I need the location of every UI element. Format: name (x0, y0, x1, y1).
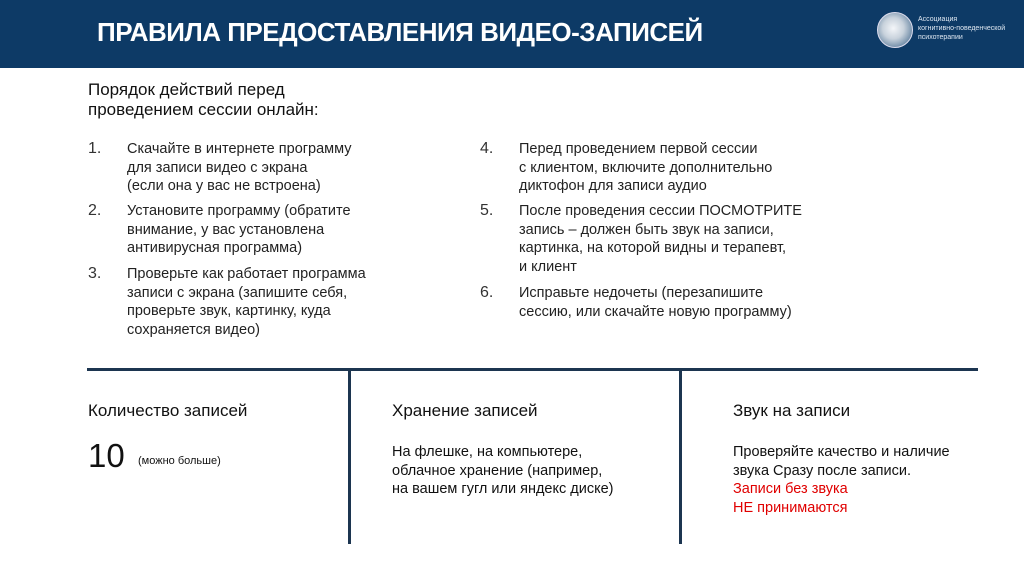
step-number: 4. (480, 140, 494, 157)
step-line: картинка, на которой видны и терапевт, (519, 240, 787, 256)
warning-line: НЕ принимаются (733, 499, 848, 516)
intro-line: проведением сессии онлайн: (88, 100, 319, 119)
step-number: 6. (480, 284, 494, 301)
step-text (519, 140, 839, 196)
step-line: проверьте звук, картинку, куда (127, 303, 331, 319)
warning-line: Записи без звука (733, 481, 848, 497)
step-line: для записи видео с экрана (127, 159, 308, 176)
step-line: записи с экрана (запишите себя, (127, 284, 348, 301)
header-bar (0, 0, 1024, 68)
step-text (127, 202, 447, 258)
step-text (519, 202, 839, 276)
text-line: облачное хранение (например, (392, 462, 603, 479)
logo-line: психотерапии (918, 34, 963, 41)
logo-icon (877, 12, 913, 48)
step-line: запись – должен быть звук на записи, (519, 221, 774, 238)
step-line: антивирусная программа) (127, 240, 303, 256)
step-line: внимание, у вас установлена (127, 221, 325, 238)
step-line: сохраняется видео) (127, 321, 260, 338)
step-text (519, 284, 839, 321)
step-line: и клиент (519, 258, 577, 275)
step-number: 3. (88, 265, 102, 282)
slide-title: ПРАВИЛА ПРЕДОСТАВЛЕНИЯ ВИДЕО-ЗАПИСЕЙ (97, 17, 703, 47)
step-text (127, 140, 447, 196)
step-line: диктофон для записи аудио (519, 178, 707, 194)
step-line: Перед проведением первой сессии (519, 141, 758, 157)
count-note: (можно больше) (138, 455, 221, 467)
divider-vertical (348, 369, 351, 544)
sound-heading: Звук на записи (733, 401, 851, 420)
divider-vertical (679, 369, 682, 544)
step-number: 1. (88, 140, 102, 157)
logo-line: Ассоциация (918, 16, 958, 23)
step-number: 2. (88, 202, 102, 219)
text-line: звука Сразу после записи. (733, 462, 912, 479)
step-text (127, 265, 447, 339)
storage-text (392, 443, 672, 499)
intro-line: Порядок действий перед (88, 80, 285, 99)
text-line: На флешке, на компьютере, (392, 444, 583, 460)
divider-horizontal (87, 368, 978, 371)
text-line: Проверяйте качество и наличие (733, 444, 950, 460)
intro-heading (88, 80, 319, 120)
step-line: Проверьте как работает программа (127, 266, 366, 282)
step-line: (если она у вас не встроена) (127, 178, 321, 194)
text-line: на вашем гугл или яндекс диске) (392, 481, 614, 497)
storage-heading: Хранение записей (392, 401, 538, 420)
step-line: с клиентом, включите дополнительно (519, 159, 773, 176)
step-line: Установите программу (обратите (127, 203, 351, 219)
logo-line: когнитивно-поведенческой (918, 25, 1006, 32)
count-value: 10 (88, 437, 125, 474)
sound-text (733, 443, 1013, 517)
count-heading: Количество записей (88, 401, 248, 420)
step-number: 5. (480, 202, 494, 219)
step-line: сессию, или скачайте новую программу) (519, 303, 792, 320)
logo-text (918, 15, 1005, 42)
step-line: Исправьте недочеты (перезапишите (519, 285, 764, 301)
step-line: Скачайте в интернете программу (127, 141, 352, 157)
step-line: После проведения сессии ПОСМОТРИТЕ (519, 203, 802, 219)
